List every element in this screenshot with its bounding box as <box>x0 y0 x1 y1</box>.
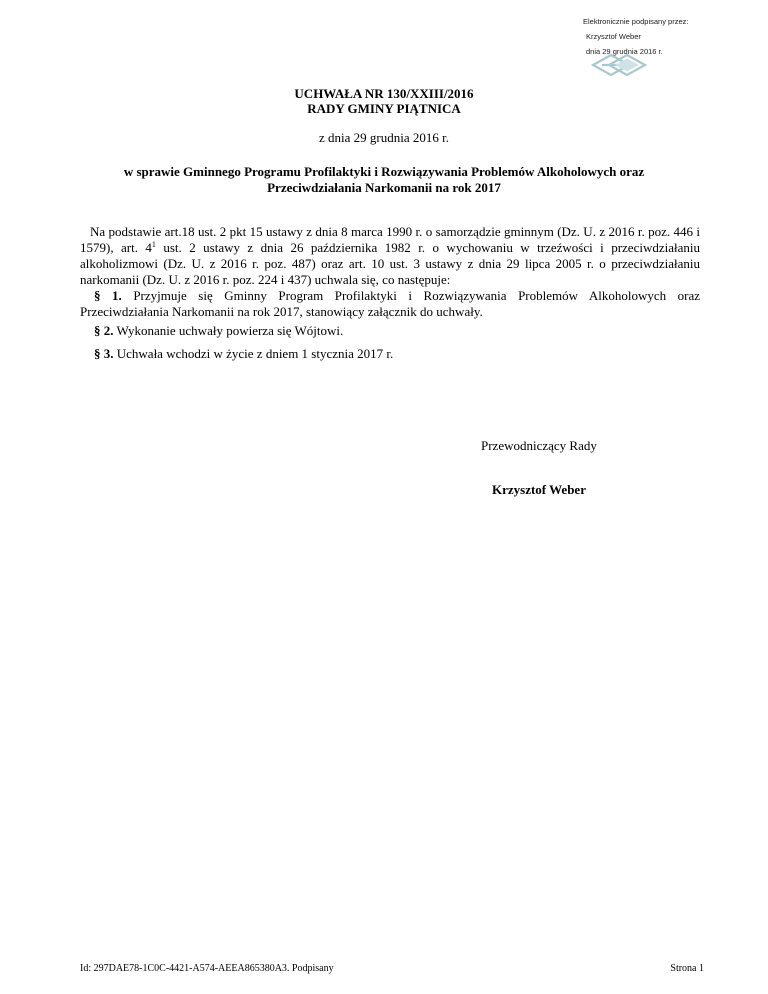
subject-line-1: w sprawie Gminnego Programu Profilaktyki i Rozwiązywania Problemów Alkoholowych oraz <box>123 164 645 179</box>
section-1-text: Przyjmuje się Gminny Program Profilaktyki i Rozwiązywania Problemów Alkoholowych oraz Przeciwdziałania Narkomanii na rok 2017, stanowiący załącznik do uchwały. <box>80 288 701 319</box>
chairman-name: Krzysztof Weber <box>492 482 586 497</box>
legal-basis-paragraph <box>80 224 700 288</box>
legal-basis-text-b: ust. 2 ustawy z dnia 26 października 1982 r. o wychowaniu w trzeźwości i przeciwdziałaniu alkoholizmowi (Dz. U. z 2016 r. poz. 487) oraz art. 10 ust. 3 ustawy z dnia 29 lipca 2005 r. o przeciwdziałaniu narkomanii (Dz. U. z 2016 r. poz. 224 i 437) uchwala się, co następuje: <box>80 240 700 287</box>
section-2-number: § 2. <box>94 323 114 338</box>
legal-basis-text-a: Na podstawie art.18 ust. 2 pkt 15 ustawy z dnia 8 marca 1990 r. o samorządzie gminnym (Dz. U. z 2016 r. poz. 446 i 1579), art. 4 <box>80 224 700 255</box>
resolution-date: z dnia 29 grudnia 2016 r. <box>319 130 449 145</box>
section-3-paragraph <box>80 346 700 362</box>
chairman-role: Przewodniczący Rady <box>481 438 597 453</box>
subject-line-2: Przeciwdziałania Narkomanii na rok 2017 <box>267 180 501 195</box>
resolution-number: UCHWAŁA NR 130/XXIII/2016 <box>294 86 474 101</box>
section-3-text: Uchwała wchodzi w życie z dniem 1 stycznia 2017 r. <box>113 346 394 361</box>
electronic-signature-block <box>583 14 733 78</box>
page-number: Strona 1 <box>670 963 704 974</box>
legal-basis-superscript: 1 <box>151 240 156 249</box>
document-id-footer: Id: 297DAE78-1C0C-4421-A574-AEEA865380A3. Podpisany <box>80 963 334 974</box>
section-1-number: § 1. <box>94 288 122 303</box>
signature-signer: Krzysztof Weber <box>586 32 641 41</box>
section-3-number: § 3. <box>94 346 114 361</box>
section-1-paragraph <box>80 288 700 320</box>
section-2-paragraph <box>80 323 700 339</box>
signature-label: Elektronicznie podpisany przez: <box>583 17 689 26</box>
council-name: RADY GMINY PIĄTNICA <box>307 101 461 116</box>
signature-date: dnia 29 grudnia 2016 r. <box>586 47 663 56</box>
section-2-text: Wykonanie uchwały powierza się Wójtowi. <box>113 323 344 338</box>
resolution-subject <box>80 164 688 196</box>
